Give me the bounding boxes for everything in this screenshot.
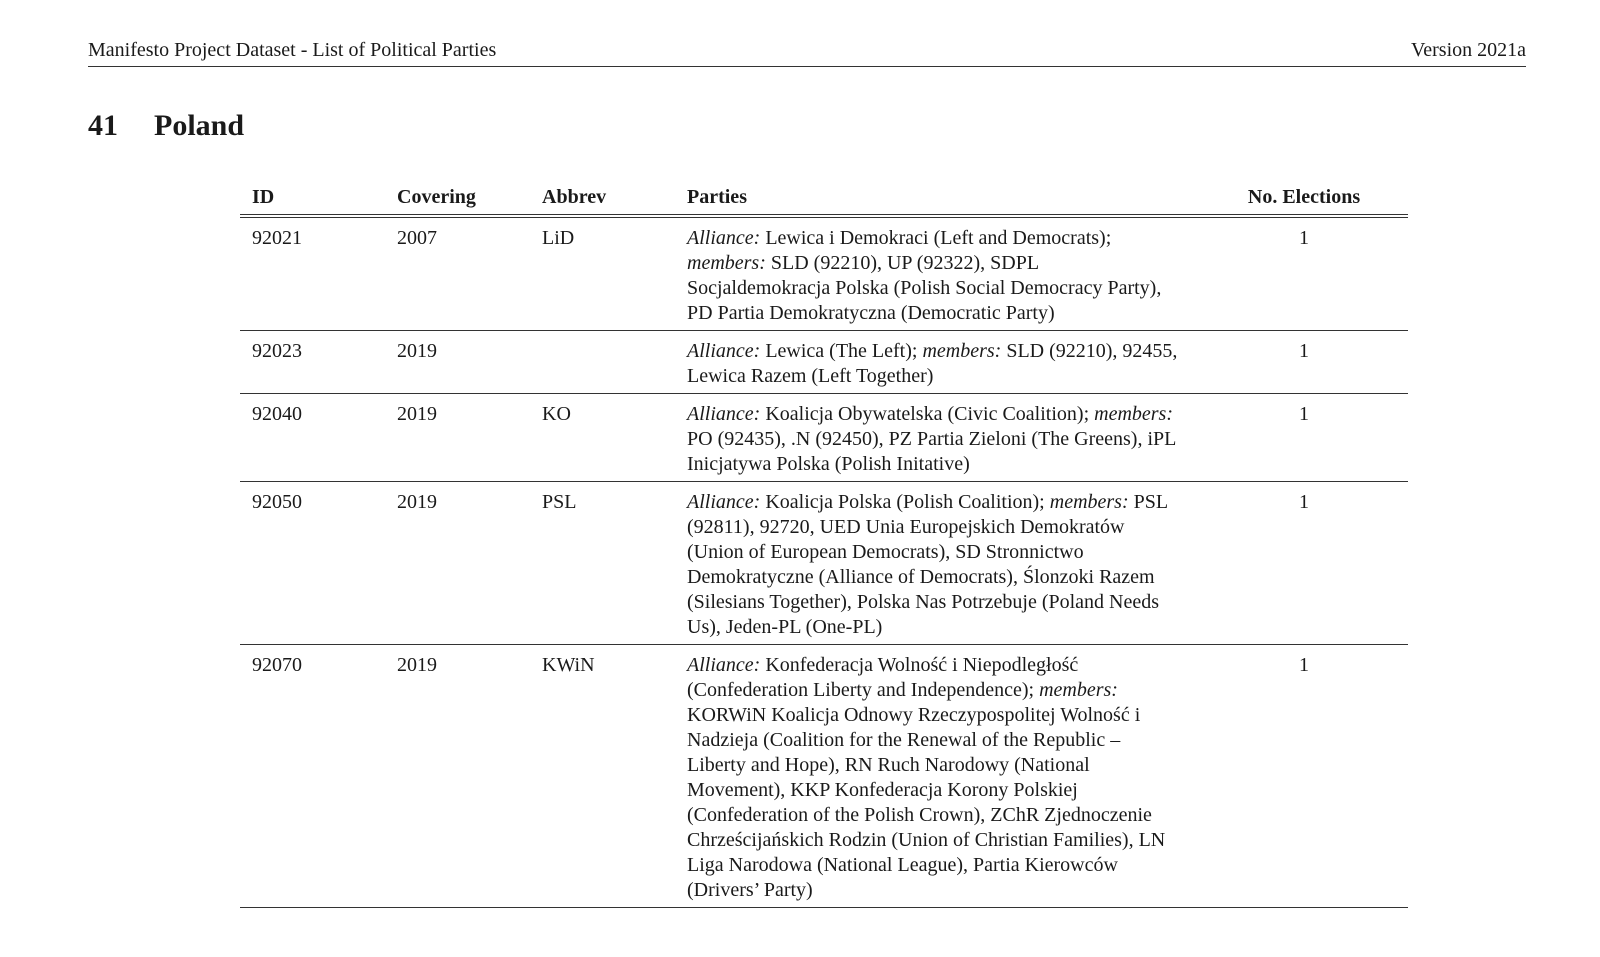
column-header-covering: Covering bbox=[385, 184, 530, 216]
alliance-label: Alliance: bbox=[687, 403, 761, 425]
cell-parties bbox=[675, 216, 1200, 331]
members-label: members: bbox=[922, 340, 1002, 362]
cell-abbrev: PSL bbox=[530, 482, 675, 645]
cell-id: 92040 bbox=[240, 394, 385, 482]
alliance-label: Alliance: bbox=[687, 227, 761, 249]
alliance-name: Koalicja Obywatelska (Civic Coalition); bbox=[760, 403, 1095, 425]
members-text: PO (92435), .N (92450), PZ Partia Zieloni (The Greens), iPL Inicjatywa Polska (Polish Initative) bbox=[687, 428, 1176, 475]
section-title: Poland bbox=[154, 109, 245, 142]
cell-elections: 1 bbox=[1200, 482, 1408, 645]
parties-table bbox=[240, 184, 1408, 908]
cell-covering: 2019 bbox=[385, 394, 530, 482]
members-text: PSL (92811), 92720, UED Unia Europejskich Demokratów (Union of European Democrats), SD Stronnictwo Demokratyczne (Alliance of Democrats), Ślonzoki Razem (Silesians Together), Polska Nas Potrzebuje (Poland Needs Us), Jeden-PL (One-PL) bbox=[687, 491, 1168, 638]
table-row bbox=[240, 216, 1408, 331]
cell-abbrev: KO bbox=[530, 394, 675, 482]
cell-id: 92021 bbox=[240, 216, 385, 331]
document-title: Manifesto Project Dataset - List of Political Parties bbox=[88, 39, 497, 61]
alliance-name: Koalicja Polska (Polish Coalition); bbox=[760, 491, 1050, 513]
cell-id: 92070 bbox=[240, 645, 385, 908]
alliance-name: Lewica i Demokraci (Left and Democrats); bbox=[760, 227, 1112, 249]
table-header-row bbox=[240, 184, 1408, 216]
cell-abbrev: LiD bbox=[530, 216, 675, 331]
cell-id: 92050 bbox=[240, 482, 385, 645]
alliance-name: Konfederacja Wolność i Niepodległość (Confederation Liberty and Independence); bbox=[687, 654, 1079, 701]
section-number: 41 bbox=[88, 109, 118, 142]
cell-id: 92023 bbox=[240, 331, 385, 394]
column-header-parties: Parties bbox=[675, 184, 1200, 216]
cell-covering: 2019 bbox=[385, 482, 530, 645]
members-label: members: bbox=[687, 252, 766, 274]
alliance-name: Lewica (The Left); bbox=[760, 340, 923, 362]
cell-elections: 1 bbox=[1200, 216, 1408, 331]
members-label: members: bbox=[1049, 491, 1129, 513]
cell-abbrev bbox=[530, 331, 675, 394]
members-label: members: bbox=[1039, 679, 1118, 701]
column-header-id: ID bbox=[240, 184, 385, 216]
cell-abbrev: KWiN bbox=[530, 645, 675, 908]
cell-elections: 1 bbox=[1200, 394, 1408, 482]
column-header-abbrev: Abbrev bbox=[530, 184, 675, 216]
cell-parties bbox=[675, 645, 1200, 908]
table-row bbox=[240, 645, 1408, 908]
cell-parties bbox=[675, 394, 1200, 482]
cell-parties bbox=[675, 331, 1200, 394]
alliance-label: Alliance: bbox=[687, 340, 761, 362]
alliance-label: Alliance: bbox=[687, 491, 761, 513]
cell-covering: 2019 bbox=[385, 331, 530, 394]
table-row bbox=[240, 331, 1408, 394]
members-label: members: bbox=[1094, 403, 1173, 425]
table-row bbox=[240, 482, 1408, 645]
table-row bbox=[240, 394, 1408, 482]
alliance-label: Alliance: bbox=[687, 654, 761, 676]
members-text: SLD (92210), UP (92322), SDPL Socjaldemokracja Polska (Polish Social Democracy Party), PD Partia Demokratyczna (Democratic Party) bbox=[687, 252, 1162, 324]
cell-elections: 1 bbox=[1200, 331, 1408, 394]
members-text: SLD (92210), 92455, Lewica Razem (Left Together) bbox=[687, 340, 1178, 387]
column-header-elections: No. Elections bbox=[1200, 184, 1408, 216]
section-heading bbox=[88, 108, 244, 144]
version-label: Version 2021a bbox=[1411, 39, 1526, 61]
cell-covering: 2019 bbox=[385, 645, 530, 908]
cell-covering: 2007 bbox=[385, 216, 530, 331]
cell-elections: 1 bbox=[1200, 645, 1408, 908]
running-header bbox=[88, 38, 1526, 67]
cell-parties bbox=[675, 482, 1200, 645]
members-text: KORWiN Koalicja Odnowy Rzeczypospolitej Wolność i Nadzieja (Coalition for the Renewal of the Republic – Liberty and Hope), RN Ruch Narodowy (National Movement), KKP Konfederacja Korony Polskiej (Confederation of the Polish Crown), ZChR Zjednoczenie Chrześcijańskich Rodzin (Union of Christian Families), LN Liga Narodowa (National League), Partia Kierowców (Drivers’ Party) bbox=[687, 704, 1166, 901]
